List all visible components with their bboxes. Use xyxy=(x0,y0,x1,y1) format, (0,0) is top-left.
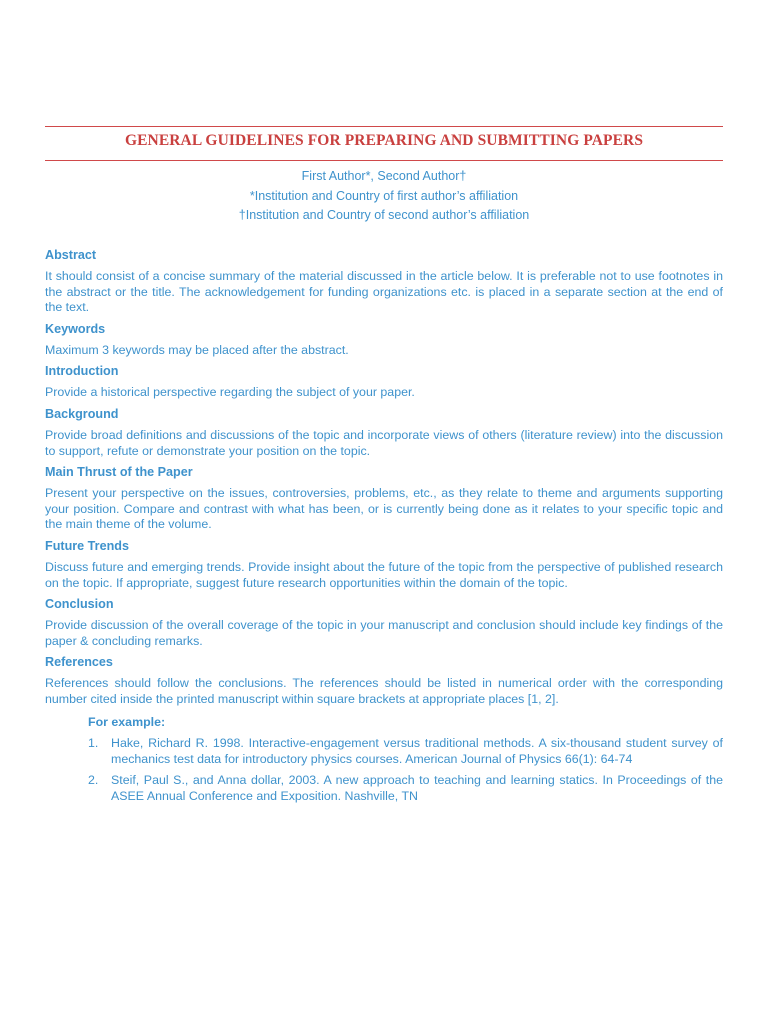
reference-text: Steif, Paul S., and Anna dollar, 2003. A new approach to teaching and learning statics. In Proceedings of the ASEE Annual Conference and Exposition. Nashville, TN xyxy=(111,773,723,803)
section-text: It should consist of a concise summary of the material discussed in the article below. It is preferable not to use footnotes in the abstract or the title. The acknowledgement for funding organizations etc. is placed in a separate section at the end of the text. xyxy=(45,269,723,315)
section-abstract xyxy=(45,245,723,316)
section-text: Present your perspective on the issues, controversies, problems, etc., as they relate to theme and arguments supporting your position. Compare and contrast with what has been, or is currently being done as it relates to your specific topic and the main theme of the volume. xyxy=(45,486,723,532)
section-introduction xyxy=(45,361,723,401)
reference-number: 2. xyxy=(88,773,99,788)
section-text: Provide broad definitions and discussions of the topic and incorporate views of others (literature review) into the discussion to support, refute or demonstrate your position on the topic. xyxy=(45,427,723,458)
section-background xyxy=(45,404,723,459)
section-main-thrust xyxy=(45,462,723,533)
reference-list xyxy=(45,736,723,804)
section-heading: Conclusion xyxy=(45,597,114,612)
section-text: Discuss future and emerging trends. Provide insight about the future of the topic from the perspective of published research on the topic. If appropriate, suggest future research opportunities within the domain of the topic. xyxy=(45,559,723,590)
reference-number: 1. xyxy=(88,736,99,751)
section-text: Maximum 3 keywords may be placed after the abstract. xyxy=(45,342,349,357)
author-block xyxy=(45,167,723,226)
section-future-trends xyxy=(45,536,723,591)
title-top-rule xyxy=(45,126,723,127)
section-heading: Abstract xyxy=(45,248,97,262)
section-text: Provide a historical perspective regarding the subject of your paper. xyxy=(45,385,415,400)
section-heading: Background xyxy=(45,406,119,421)
section-keywords xyxy=(45,319,723,359)
section-conclusion xyxy=(45,594,723,649)
section-heading: Future Trends xyxy=(45,538,129,553)
paper-title: GENERAL GUIDELINES FOR PREPARING AND SUBMITTING PAPERS xyxy=(124,132,644,149)
reference-text: Hake, Richard R. 1998. Interactive-engagement versus traditional methods. A six-thousand student survey of mechanics test data for introductory physics courses. American Journal of Physics 66(1): 64-74 xyxy=(111,736,723,766)
section-heading: Main Thrust of the Paper xyxy=(45,465,193,480)
document-body xyxy=(45,245,723,810)
reference-item xyxy=(45,736,723,767)
section-heading: Introduction xyxy=(45,364,119,379)
title-bottom-rule xyxy=(45,160,723,161)
section-heading: Keywords xyxy=(45,321,106,336)
section-text: References should follow the conclusions. The references should be listed in numerical order with the corresponding number cited inside the printed manuscript within square brackets at appropriate places [1, 2]. xyxy=(45,676,723,706)
section-references xyxy=(45,652,723,707)
first-author-affiliation: *Institution and Country of first author’s affiliation xyxy=(249,188,519,203)
reference-item xyxy=(45,773,723,804)
example-label: For example: xyxy=(88,714,166,729)
section-text: Provide discussion of the overall coverage of the topic in your manuscript and conclusion should include key findings of the paper & concluding remarks. xyxy=(45,618,723,648)
second-author-affiliation: †Institution and Country of second author’s affiliation xyxy=(238,208,530,222)
author-names: First Author*, Second Author† xyxy=(301,169,467,183)
section-heading: References xyxy=(45,655,113,670)
